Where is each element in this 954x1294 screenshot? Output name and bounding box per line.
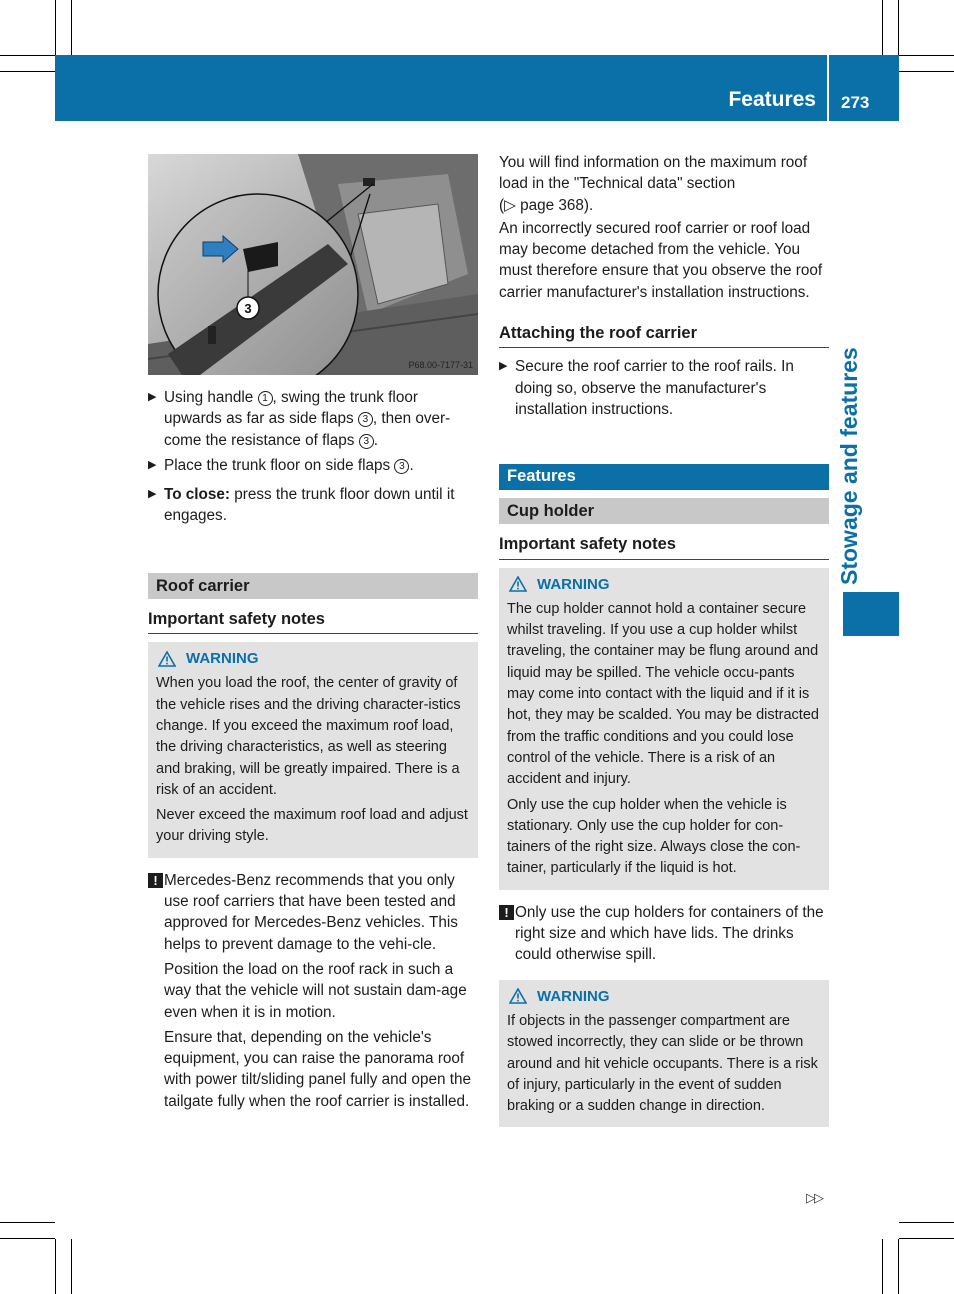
crop-mark [882,1239,883,1294]
intro-text: You will find information on the maximum roof load in the "Technical data" section [499,154,808,193]
note-text: Only use the cup holders for containers of the right size and which have lids. The drinks could otherwise spill. [515,903,824,964]
warning-text: Never exceed the maximum roof load and adjust your driving style. [156,807,468,845]
warning-text: If objects in the passenger compartment are stowed incorrectly, they can slide or be thrown around and hit vehicle occupants. There is a risk of injury, particularly in the event of sudden braking or a sudden change in direction. [507,1012,818,1115]
warning-box [148,642,478,858]
note-text: Ensure that, depending on the vehicle's equipment, you can raise the panorama roof with power tilt/sliding panel fully and open the tailgate fully when the roof carrier is installed. [164,1028,471,1110]
crop-mark [0,1222,55,1223]
step-arrow-icon: ▶ [148,488,157,501]
step-bold-label: To close: [164,486,231,504]
callout-marker: 3 [358,412,373,427]
side-tab-label: Stowage and features [836,347,862,585]
figure-code: P68.00-7177-31 [408,360,473,370]
trunk-illustration [148,154,478,375]
warning-header [158,648,470,669]
section-title: Features [728,88,816,111]
crop-mark [55,0,56,55]
safety-notes-heading: Important safety notes [148,609,478,634]
callout-3: 3 [244,301,252,316]
exclamation-icon: ! [148,873,163,888]
side-tab-marker [843,592,899,636]
warning-header [509,574,821,595]
header-divider [827,55,829,121]
warning-label: WARNING [537,575,610,593]
crop-mark [55,1239,56,1294]
step-text: Using handle [164,389,258,406]
step-text: , then over-come the resistance of flaps [164,410,451,449]
right-column [499,152,829,1127]
warning-text: When you load the roof, the center of gravity of the vehicle rises and the driving character-istics change. If you exceed the maximum roof load, the driving characteristics, as well as steering and braking, will be greatly impaired. There is a risk of an accident. [156,675,461,798]
step-text: . [373,431,378,449]
intro-text: An incorrectly secured roof carrier or roof load may become detached from the vehicle. You must therefore ensure that you observe the roof carrier manufacturer's installation instructions. [499,219,823,301]
callout-marker: 3 [394,459,409,474]
crop-mark [71,1239,72,1294]
crop-mark [898,1239,899,1294]
page-header [55,55,899,121]
note-block [148,870,478,1112]
crop-mark [0,71,55,72]
instruction-step [148,484,478,527]
note-text: Mercedes-Benz recommends that you only use roof carriers that have been tested and approved for Mercedes-Benz vehicles. This helps to prevent damage to the vehi-cle. [164,871,458,953]
step-arrow-icon: ▶ [148,458,157,471]
warning-box [499,980,829,1128]
crop-mark [882,0,883,55]
warning-label: WARNING [537,987,610,1005]
crop-mark [899,71,954,72]
instruction-step [499,356,829,420]
intro-paragraph [499,152,829,216]
continued-marker: ▷▷ [806,1190,822,1205]
step-text: , swing the trunk floor upwards as far as side flaps [164,389,418,428]
cup-holder-heading: Cup holder [499,498,829,524]
instruction-step [148,455,478,476]
crop-mark [898,0,899,55]
crop-mark [899,1238,954,1239]
features-heading: Features [499,464,829,490]
warning-label: WARNING [186,650,259,668]
step-arrow-icon: ▶ [148,391,157,403]
page-number: 273 [841,93,870,112]
trunk-floor-photo [148,154,478,375]
crop-mark [899,55,954,56]
step-text: press the trunk floor down until it engages. [164,486,455,525]
warning-box [499,568,829,890]
warning-triangle-icon [158,651,176,667]
step-text: . [409,456,414,474]
warning-triangle-icon [509,988,527,1004]
exclamation-icon: ! [499,905,514,920]
warning-text: The cup holder cannot hold a container secure whilst traveling. If you use a cup holder whilst traveling, the container may be flung around and liquid may be spilled. The vehicle occu-pants may come into contact with the liquid and if it is hot, they may be scalded. You may be distracted from the traffic conditions and you could lose control of the vehicle. There is a risk of an accident and injury. [507,600,819,788]
warning-header [509,986,821,1007]
crop-mark [899,1222,954,1223]
crop-mark [0,55,55,56]
step-text: Place the trunk floor on side flaps [164,456,395,474]
note-text: Position the load on the roof rack in such a way that the vehicle will not sustain dam-age even when it is in motion. [164,960,467,1021]
warning-triangle-icon [509,576,527,592]
page-reference-link[interactable]: (▷ page 368). [499,196,594,214]
step-arrow-icon: ▶ [499,360,508,373]
instruction-step [148,387,478,451]
callout-marker: 1 [258,391,273,406]
safety-notes-heading: Important safety notes [499,534,829,559]
warning-text: Only use the cup holder when the vehicle is stationary. Only use the cup holder for con-tainers of the right size. Always close the con-tainer, particularly if the liquid is hot. [507,796,801,877]
crop-mark [0,1238,55,1239]
note-block [499,902,829,966]
roof-carrier-heading: Roof carrier [148,573,478,599]
step-text: Secure the roof carrier to the roof rails. In doing so, observe the manufacturer's installation instructions. [515,358,794,418]
attaching-heading: Attaching the roof carrier [499,323,829,348]
left-column [148,154,478,1116]
callout-marker: 3 [359,434,374,449]
crop-mark [71,0,72,55]
